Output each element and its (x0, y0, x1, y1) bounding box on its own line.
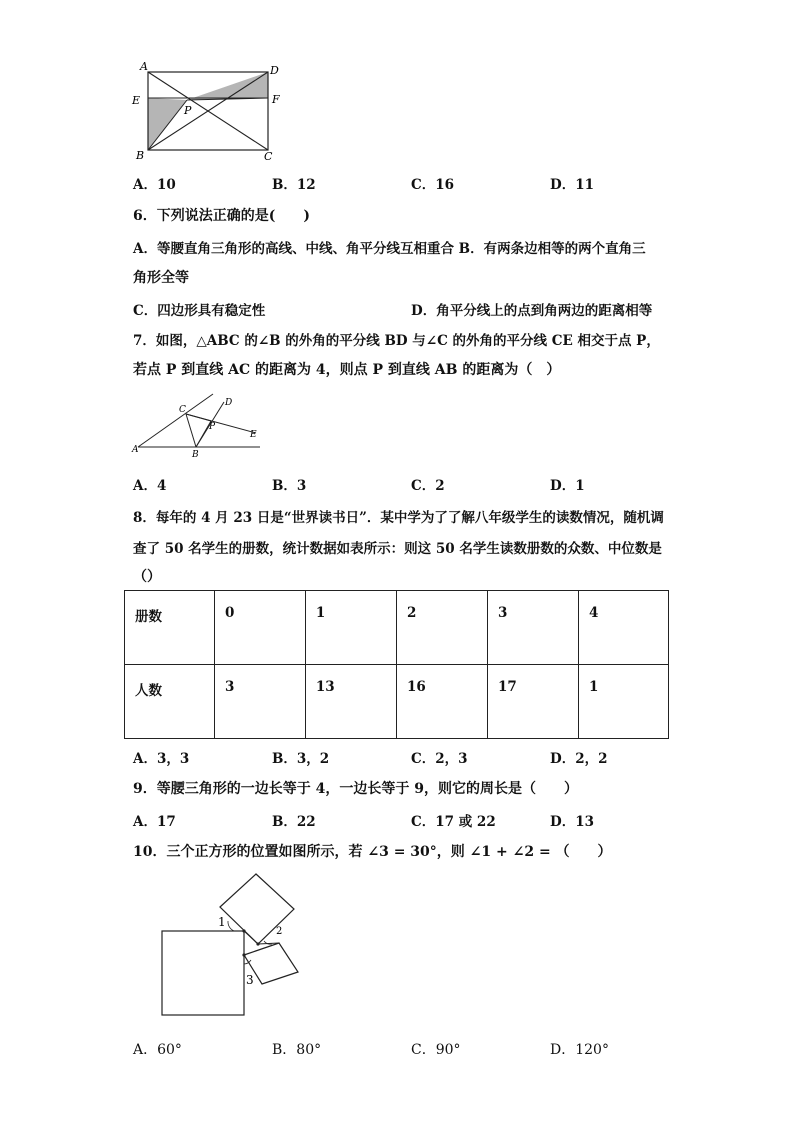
table-cell: 1 (305, 591, 396, 665)
q5-option-c[interactable]: C．16 (411, 177, 455, 193)
q9-option-d[interactable]: D．13 (550, 814, 594, 830)
q7-figure (128, 390, 268, 460)
table-row (125, 591, 669, 665)
table-cell: 4 (579, 591, 669, 665)
q7-option-b[interactable]: B．3 (272, 478, 307, 494)
q8-frequency-table (124, 590, 669, 739)
q7-label-p: P (209, 422, 216, 432)
q7-label-e: E (250, 430, 257, 440)
q8-option-c[interactable]: C．2，3 (411, 751, 468, 767)
q8-line2: 查了 50 名学生的册数，统计数据如表所示：则这 50 名学生读数册数的众数、中位数是 (133, 541, 662, 557)
q5-option-a[interactable]: A．10 (133, 177, 176, 193)
q6-option-d[interactable]: D．角平分线上的点到角两边的距离相等 (411, 303, 653, 319)
table-cell: 1 (579, 665, 669, 739)
q6-stem: 6．下列说法正确的是( ) (133, 208, 310, 224)
q5-label-a: A (140, 60, 148, 73)
q9-option-a[interactable]: A．17 (133, 814, 176, 830)
q10-label-angle-2: 2 (276, 926, 283, 937)
table-cell: 0 (214, 591, 305, 665)
q7-option-c[interactable]: C．2 (411, 478, 445, 494)
q7-line1: 7．如图，△ABC 的∠B 的外角的平分线 BD 与∠C 的外角的平分线 CE 相交于点 P， (133, 333, 660, 349)
q5-figure (130, 58, 290, 164)
table-cell: 3 (487, 591, 578, 665)
table-cell: 册数 (125, 591, 215, 665)
table-cell: 3 (214, 665, 305, 739)
q5-label-c: C (264, 150, 273, 163)
table-row (125, 665, 669, 739)
q5-label-p: P (184, 104, 192, 117)
q10-option-a[interactable]: A．60° (133, 1042, 182, 1058)
q7-label-c: C (179, 405, 186, 415)
q10-option-c[interactable]: C．90° (411, 1042, 461, 1058)
q5-label-d: D (270, 64, 279, 77)
q7-line2: 若点 P 到直线 AC 的距离为 4，则点 P 到直线 AB 的距离为（ ） (133, 362, 561, 378)
q8-option-a[interactable]: A．3，3 (133, 751, 190, 767)
q8-option-b[interactable]: B．3，2 (272, 751, 330, 767)
q7-option-d[interactable]: D．1 (550, 478, 585, 494)
q5-label-f: F (272, 93, 280, 106)
q7-label-a: A (132, 445, 139, 455)
q10-option-d[interactable]: D．120° (550, 1042, 609, 1058)
q9-stem: 9．等腰三角形的一边长等于 4，一边长等于 9，则它的周长是（ ） (133, 781, 578, 797)
q6-line1: A．等腰直角三角形的高线、中线、角平分线互相重合 B．有两条边相等的两个直角三 (133, 241, 646, 257)
q5-option-d[interactable]: D．11 (550, 177, 594, 193)
q6-line2: 角形全等 (133, 270, 189, 286)
table-cell: 2 (396, 591, 487, 665)
q9-option-c[interactable]: C．17 或 22 (411, 814, 496, 830)
table-cell: 人数 (125, 665, 215, 739)
q5-option-b[interactable]: B．12 (272, 177, 316, 193)
table-cell: 13 (305, 665, 396, 739)
table-cell: 17 (487, 665, 578, 739)
q8-option-d[interactable]: D．2，2 (550, 751, 608, 767)
q5-label-b: B (136, 149, 145, 162)
q9-option-b[interactable]: B．22 (272, 814, 316, 830)
q7-label-b: B (192, 450, 199, 460)
q10-stem: 10．三个正方形的位置如图所示，若 ∠3 = 30°，则 ∠1 + ∠2 = （ ） (133, 844, 612, 860)
q10-label-angle-1: 1 (218, 915, 226, 929)
q10-label-angle-3: 3 (246, 973, 254, 987)
q5-label-e: E (132, 94, 141, 107)
q8-line1: 8．每年的 4 月 23 日是“世界读书日”．某中学为了了解八年级学生的读数情况，随机调 (133, 510, 664, 526)
table-cell: 16 (396, 665, 487, 739)
q10-option-b[interactable]: B．80° (272, 1042, 322, 1058)
q10-figure (158, 868, 308, 1020)
q6-option-c[interactable]: C．四边形具有稳定性 (133, 303, 266, 319)
q7-option-a[interactable]: A．4 (133, 478, 167, 494)
q8-line3: （） (133, 569, 161, 585)
q7-label-d: D (225, 398, 233, 408)
